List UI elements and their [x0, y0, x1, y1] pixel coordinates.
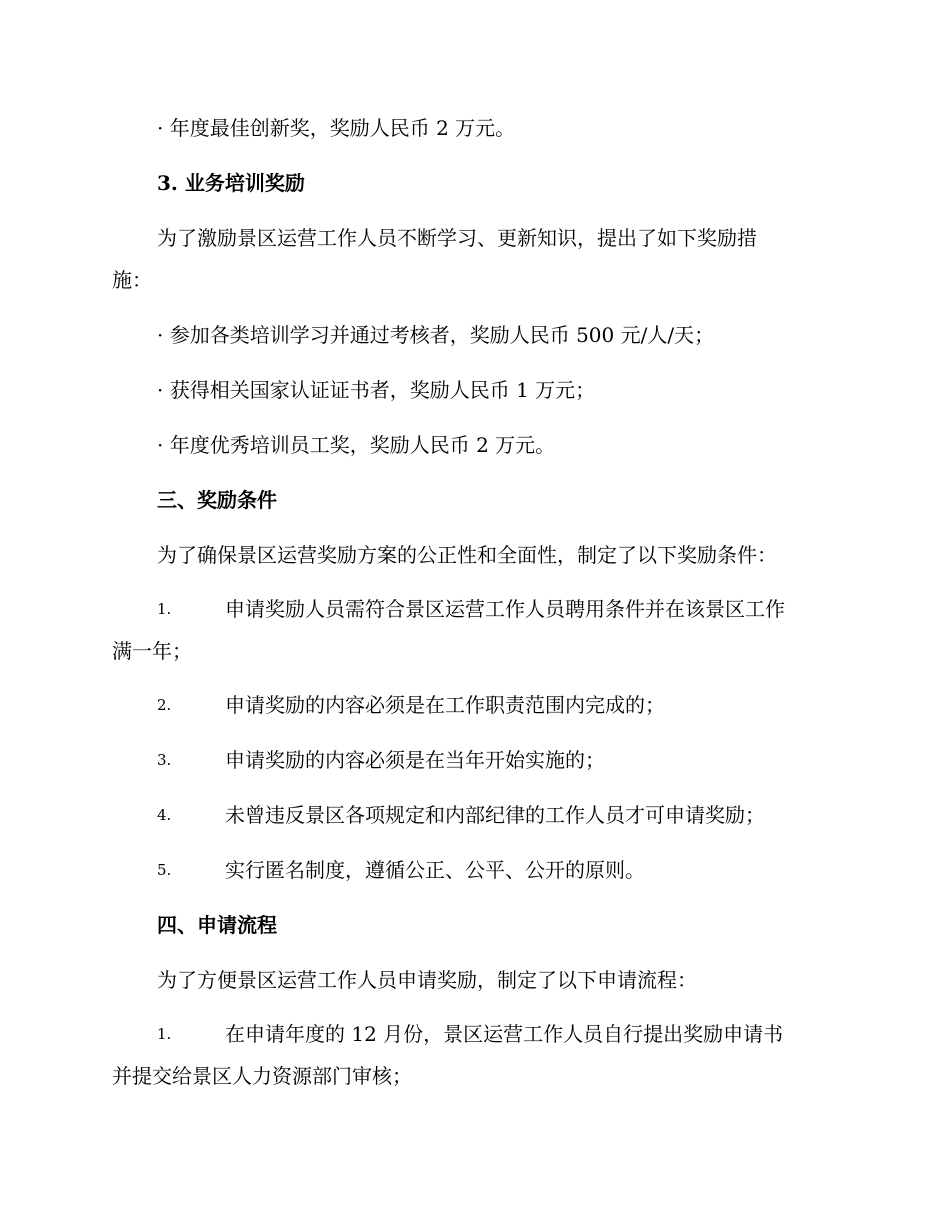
conditions-intro: 为了确保景区运营奖励方案的公正性和全面性，制定了以下奖励条件： — [157, 543, 777, 567]
heading-application-process: 四、申请流程 — [157, 913, 277, 937]
process-step-text: 在申请年度的 12 月份，景区运营工作人员自行提出奖励申请书 — [225, 1022, 784, 1046]
condition-text: 申请奖励人员需符合景区运营工作人员聘用条件并在该景区工作 — [225, 597, 785, 621]
condition-text: 未曾违反景区各项规定和内部纪律的工作人员才可申请奖励； — [225, 803, 765, 827]
process-step-text-continued: 并提交给景区人力资源部门审核； — [112, 1064, 412, 1088]
condition-text: 申请奖励的内容必须是在当年开始实施的； — [225, 748, 605, 772]
training-intro-line-2: 施： — [112, 268, 152, 292]
process-intro: 为了方便景区运营工作人员申请奖励，制定了以下申请流程： — [157, 968, 697, 992]
condition-text-continued: 满一年； — [112, 639, 192, 663]
condition-number: 1. — [157, 600, 172, 618]
condition-number: 3. — [157, 751, 172, 769]
heading-reward-conditions: 三、奖励条件 — [157, 488, 277, 512]
bullet-training-2: · 获得相关国家认证证书者，奖励人民币 1 万元； — [157, 378, 596, 402]
training-intro-line-1: 为了激励景区运营工作人员不断学习、更新知识，提出了如下奖励措 — [157, 226, 757, 250]
condition-text: 实行匿名制度，遵循公正、公平、公开的原则。 — [225, 858, 645, 882]
condition-number: 5. — [157, 861, 172, 879]
bullet-innovation-award: · 年度最佳创新奖，奖励人民币 2 万元。 — [157, 116, 516, 140]
process-step-number: 1. — [157, 1025, 172, 1043]
condition-text: 申请奖励的内容必须是在工作职责范围内完成的； — [225, 693, 665, 717]
heading-training-rewards: 3. 业务培训奖励 — [157, 171, 305, 195]
condition-number: 2. — [157, 696, 172, 714]
bullet-training-1: · 参加各类培训学习并通过考核者，奖励人民币 500 元/人/天； — [157, 323, 715, 347]
condition-number: 4. — [157, 806, 172, 824]
bullet-training-3: · 年度优秀培训员工奖，奖励人民币 2 万元。 — [157, 433, 556, 457]
